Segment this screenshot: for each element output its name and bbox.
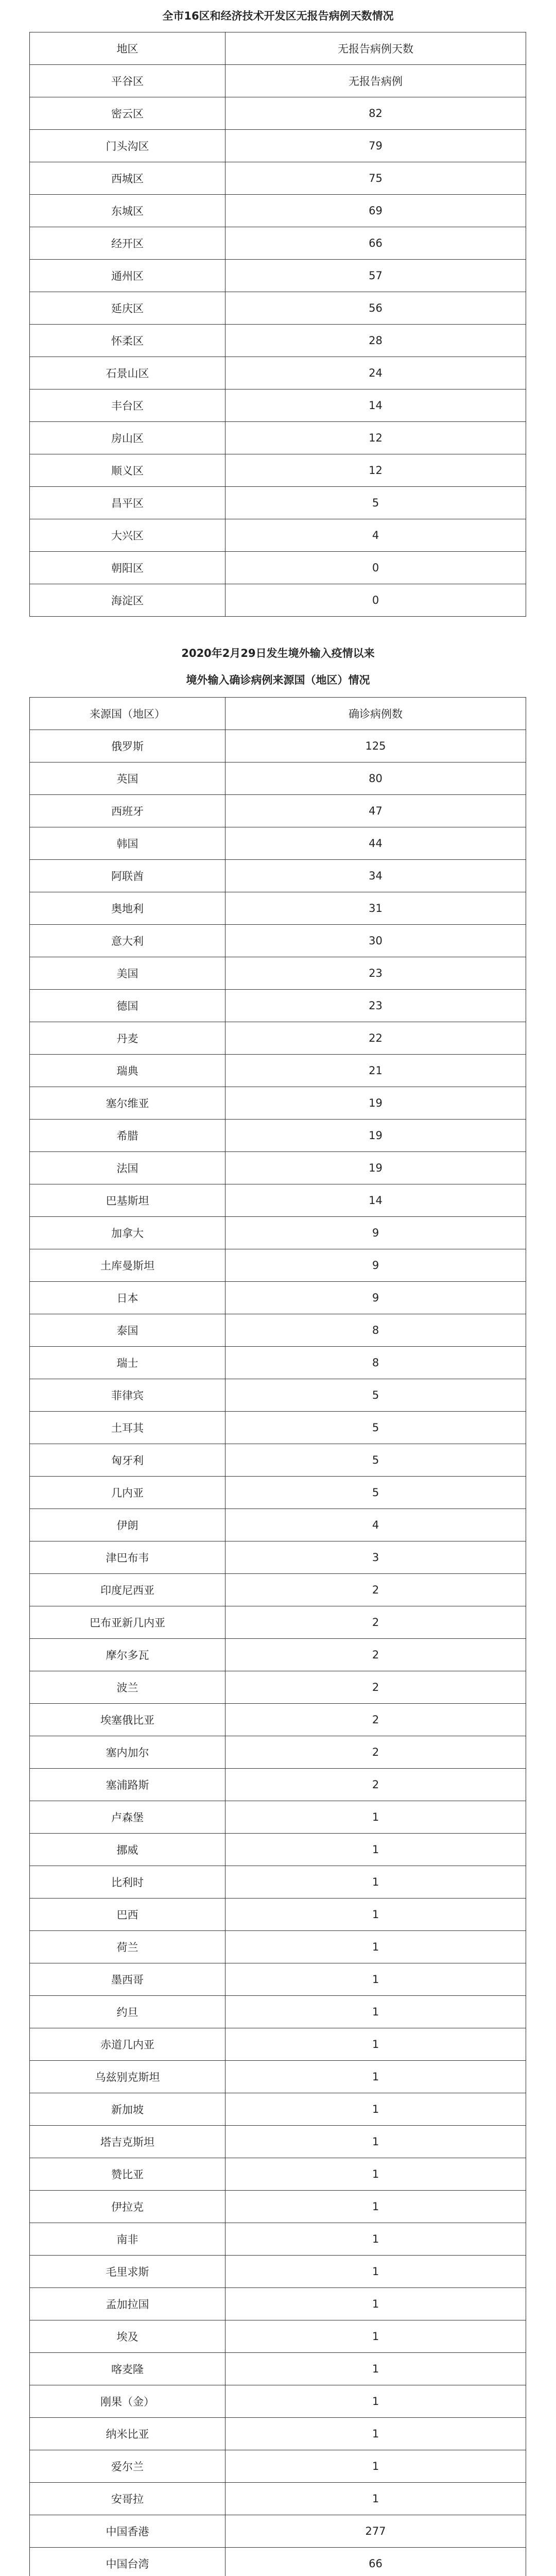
table-row — [30, 487, 526, 519]
confirmed-cases-cell: 1 — [225, 1931, 526, 1963]
district-cell: 东城区 — [30, 195, 225, 227]
no-case-days-cell: 无报告病例 — [225, 65, 526, 97]
source-country-cell: 波兰 — [30, 1671, 225, 1704]
table-row — [30, 2256, 526, 2288]
confirmed-cases-cell: 8 — [225, 1347, 526, 1379]
table-row — [30, 1899, 526, 1931]
confirmed-cases-cell: 2 — [225, 1606, 526, 1639]
table-row — [30, 1801, 526, 1834]
confirmed-cases-cell: 2 — [225, 1736, 526, 1769]
table-row — [30, 1314, 526, 1347]
column-header-district: 地区 — [30, 32, 225, 65]
source-country-cell: 菲律宾 — [30, 1379, 225, 1412]
table-row — [30, 1379, 526, 1412]
table-header-row — [30, 698, 526, 730]
district-cell: 怀柔区 — [30, 325, 225, 357]
source-country-cell: 津巴布韦 — [30, 1541, 225, 1574]
source-country-cell: 伊朗 — [30, 1509, 225, 1541]
table-row — [30, 584, 526, 617]
no-case-days-cell: 57 — [225, 260, 526, 292]
table-row — [30, 422, 526, 454]
confirmed-cases-cell: 1 — [225, 2093, 526, 2126]
table-row — [30, 2126, 526, 2158]
table-row — [30, 1996, 526, 2028]
source-country-cell: 纳米比亚 — [30, 2418, 225, 2450]
table-row — [30, 2093, 526, 2126]
no-case-days-cell: 69 — [225, 195, 526, 227]
no-case-days-cell: 12 — [225, 454, 526, 487]
table-row — [30, 1249, 526, 1282]
source-country-cell: 丹麦 — [30, 1022, 225, 1055]
source-country-cell: 日本 — [30, 1282, 225, 1314]
source-country-cell: 巴布亚新几内亚 — [30, 1606, 225, 1639]
table-row — [30, 2548, 526, 2576]
source-country-cell: 挪威 — [30, 1834, 225, 1866]
source-country-cell: 乌兹别克斯坦 — [30, 2061, 225, 2093]
confirmed-cases-cell: 1 — [225, 2126, 526, 2158]
table-row — [30, 1477, 526, 1509]
source-country-cell: 瑞典 — [30, 1055, 225, 1087]
table-row — [30, 795, 526, 827]
table-row — [30, 990, 526, 1022]
confirmed-cases-cell: 2 — [225, 1671, 526, 1704]
confirmed-cases-cell: 31 — [225, 892, 526, 925]
no-case-days-cell: 4 — [225, 519, 526, 552]
confirmed-cases-cell: 21 — [225, 1055, 526, 1087]
confirmed-cases-cell: 1 — [225, 1866, 526, 1899]
district-cell: 朝阳区 — [30, 552, 225, 584]
table-row — [30, 2320, 526, 2353]
table-row — [30, 1087, 526, 1120]
table-row — [30, 2191, 526, 2223]
confirmed-cases-cell: 80 — [225, 762, 526, 795]
source-country-cell: 新加坡 — [30, 2093, 225, 2126]
table-row — [30, 1704, 526, 1736]
table-row — [30, 860, 526, 892]
table-row — [30, 2483, 526, 2515]
source-country-cell: 卢森堡 — [30, 1801, 225, 1834]
source-country-cell: 西班牙 — [30, 795, 225, 827]
confirmed-cases-cell: 23 — [225, 957, 526, 990]
table-row — [30, 957, 526, 990]
table-row — [30, 130, 526, 162]
confirmed-cases-cell: 277 — [225, 2515, 526, 2548]
table1-title: 全市16区和经济技术开发区无报告病例天数情况 — [162, 10, 394, 22]
table-row — [30, 1509, 526, 1541]
table-row — [30, 292, 526, 325]
table-row — [30, 2418, 526, 2450]
table-row — [30, 1834, 526, 1866]
table-row — [30, 1769, 526, 1801]
source-country-cell: 爱尔兰 — [30, 2450, 225, 2483]
source-country-cell: 中国台湾 — [30, 2548, 225, 2576]
table-row — [30, 1055, 526, 1087]
no-case-days-cell: 24 — [225, 357, 526, 389]
district-cell: 房山区 — [30, 422, 225, 454]
confirmed-cases-cell: 22 — [225, 1022, 526, 1055]
confirmed-cases-cell: 5 — [225, 1477, 526, 1509]
table-row — [30, 357, 526, 389]
table-row — [30, 552, 526, 584]
confirmed-cases-cell: 2 — [225, 1574, 526, 1606]
source-country-cell: 塞内加尔 — [30, 1736, 225, 1769]
confirmed-cases-cell: 4 — [225, 1509, 526, 1541]
source-country-cell: 南非 — [30, 2223, 225, 2256]
table-row — [30, 65, 526, 97]
source-country-cell: 荷兰 — [30, 1931, 225, 1963]
source-country-cell: 几内亚 — [30, 1477, 225, 1509]
table-row — [30, 1736, 526, 1769]
source-country-cell: 英国 — [30, 762, 225, 795]
confirmed-cases-cell: 1 — [225, 2450, 526, 2483]
table-row — [30, 2515, 526, 2548]
source-country-cell: 塞尔维亚 — [30, 1087, 225, 1120]
source-country-cell: 赤道几内亚 — [30, 2028, 225, 2061]
confirmed-cases-cell: 14 — [225, 1184, 526, 1217]
source-country-cell: 伊拉克 — [30, 2191, 225, 2223]
table-row — [30, 2288, 526, 2320]
table-row — [30, 1541, 526, 1574]
confirmed-cases-cell: 19 — [225, 1152, 526, 1184]
district-cell: 西城区 — [30, 162, 225, 195]
table-row — [30, 195, 526, 227]
confirmed-cases-cell: 125 — [225, 730, 526, 762]
confirmed-cases-cell: 8 — [225, 1314, 526, 1347]
confirmed-cases-cell: 1 — [225, 1801, 526, 1834]
source-country-cell: 匈牙利 — [30, 1444, 225, 1477]
source-country-cell: 法国 — [30, 1152, 225, 1184]
source-country-cell: 中国香港 — [30, 2515, 225, 2548]
confirmed-cases-cell: 2 — [225, 1639, 526, 1671]
no-case-days-cell: 0 — [225, 584, 526, 617]
confirmed-cases-cell: 1 — [225, 1963, 526, 1996]
no-case-days-cell: 14 — [225, 389, 526, 422]
source-country-cell: 安哥拉 — [30, 2483, 225, 2515]
no-case-days-cell: 0 — [225, 552, 526, 584]
no-case-days-cell: 66 — [225, 227, 526, 260]
confirmed-cases-cell: 1 — [225, 2256, 526, 2288]
source-country-cell: 瑞士 — [30, 1347, 225, 1379]
confirmed-cases-cell: 1 — [225, 2191, 526, 2223]
confirmed-cases-cell: 1 — [225, 2028, 526, 2061]
table-row — [30, 1606, 526, 1639]
table-row — [30, 389, 526, 422]
district-cell: 通州区 — [30, 260, 225, 292]
confirmed-cases-cell: 23 — [225, 990, 526, 1022]
confirmed-cases-cell: 47 — [225, 795, 526, 827]
table-row — [30, 925, 526, 957]
district-cell: 昌平区 — [30, 487, 225, 519]
confirmed-cases-cell: 30 — [225, 925, 526, 957]
confirmed-cases-cell: 1 — [225, 2483, 526, 2515]
source-country-cell: 阿联酋 — [30, 860, 225, 892]
table-row — [30, 1931, 526, 1963]
table2-title-line2: 境外输入确诊病例来源国（地区）情况 — [186, 674, 370, 686]
table-row — [30, 2223, 526, 2256]
table-row — [30, 260, 526, 292]
source-country-cell: 喀麦隆 — [30, 2353, 225, 2385]
source-country-cell: 塔吉克斯坦 — [30, 2126, 225, 2158]
source-country-cell: 土库曼斯坦 — [30, 1249, 225, 1282]
table-row — [30, 1574, 526, 1606]
confirmed-cases-cell: 1 — [225, 2418, 526, 2450]
district-cell: 密云区 — [30, 97, 225, 130]
confirmed-cases-cell: 5 — [225, 1379, 526, 1412]
confirmed-cases-cell: 1 — [225, 2385, 526, 2418]
district-no-case-days-table — [29, 32, 526, 617]
table-row — [30, 2061, 526, 2093]
table1-body — [30, 32, 526, 617]
confirmed-cases-cell: 44 — [225, 827, 526, 860]
table-row — [30, 227, 526, 260]
table-row — [30, 1639, 526, 1671]
table-row — [30, 1963, 526, 1996]
table2-body — [30, 698, 526, 2576]
source-country-cell: 摩尔多瓦 — [30, 1639, 225, 1671]
district-cell: 经开区 — [30, 227, 225, 260]
confirmed-cases-cell: 2 — [225, 1769, 526, 1801]
no-case-days-cell: 75 — [225, 162, 526, 195]
column-header-source-country: 来源国（地区） — [30, 698, 225, 730]
source-country-cell: 塞浦路斯 — [30, 1769, 225, 1801]
table-row — [30, 1152, 526, 1184]
no-case-days-cell: 12 — [225, 422, 526, 454]
table-row — [30, 1217, 526, 1249]
table-row — [30, 730, 526, 762]
confirmed-cases-cell: 66 — [225, 2548, 526, 2576]
source-country-cell: 希腊 — [30, 1120, 225, 1152]
source-country-cell: 刚果（金） — [30, 2385, 225, 2418]
no-case-days-cell: 79 — [225, 130, 526, 162]
confirmed-cases-cell: 5 — [225, 1412, 526, 1444]
source-country-cell: 墨西哥 — [30, 1963, 225, 1996]
confirmed-cases-cell: 9 — [225, 1249, 526, 1282]
confirmed-cases-cell: 3 — [225, 1541, 526, 1574]
table-row — [30, 1866, 526, 1899]
district-cell: 顺义区 — [30, 454, 225, 487]
confirmed-cases-cell: 9 — [225, 1282, 526, 1314]
table-row — [30, 1347, 526, 1379]
table-row — [30, 1671, 526, 1704]
table-row — [30, 2158, 526, 2191]
confirmed-cases-cell: 1 — [225, 2061, 526, 2093]
source-country-cell: 意大利 — [30, 925, 225, 957]
imported-cases-source-table — [29, 697, 526, 2576]
source-country-cell: 奥地利 — [30, 892, 225, 925]
no-case-days-cell: 28 — [225, 325, 526, 357]
source-country-cell: 埃及 — [30, 2320, 225, 2353]
confirmed-cases-cell: 19 — [225, 1120, 526, 1152]
table-row — [30, 892, 526, 925]
district-cell: 门头沟区 — [30, 130, 225, 162]
source-country-cell: 毛里求斯 — [30, 2256, 225, 2288]
table-row — [30, 1022, 526, 1055]
confirmed-cases-cell: 9 — [225, 1217, 526, 1249]
table-row — [30, 519, 526, 552]
table-row — [30, 1444, 526, 1477]
table-row — [30, 2353, 526, 2385]
confirmed-cases-cell: 1 — [225, 2288, 526, 2320]
table-row — [30, 1184, 526, 1217]
source-country-cell: 美国 — [30, 957, 225, 990]
confirmed-cases-cell: 1 — [225, 1996, 526, 2028]
district-cell: 延庆区 — [30, 292, 225, 325]
confirmed-cases-cell: 1 — [225, 2320, 526, 2353]
source-country-cell: 德国 — [30, 990, 225, 1022]
table-row — [30, 1120, 526, 1152]
no-case-days-cell: 82 — [225, 97, 526, 130]
source-country-cell: 赞比亚 — [30, 2158, 225, 2191]
confirmed-cases-cell: 34 — [225, 860, 526, 892]
table-row — [30, 2450, 526, 2483]
confirmed-cases-cell: 1 — [225, 2223, 526, 2256]
confirmed-cases-cell: 2 — [225, 1704, 526, 1736]
district-cell: 海淀区 — [30, 584, 225, 617]
column-header-confirmed-cases: 确诊病例数 — [225, 698, 526, 730]
district-cell: 丰台区 — [30, 389, 225, 422]
district-cell: 大兴区 — [30, 519, 225, 552]
table-row — [30, 2385, 526, 2418]
source-country-cell: 巴基斯坦 — [30, 1184, 225, 1217]
source-country-cell: 韩国 — [30, 827, 225, 860]
column-header-no-case-days: 无报告病例天数 — [225, 32, 526, 65]
no-case-days-cell: 56 — [225, 292, 526, 325]
confirmed-cases-cell: 19 — [225, 1087, 526, 1120]
table-row — [30, 1412, 526, 1444]
table2-title-line1: 2020年2月29日发生境外输入疫情以来 — [181, 647, 375, 659]
table-row — [30, 97, 526, 130]
source-country-cell: 印度尼西亚 — [30, 1574, 225, 1606]
source-country-cell: 比利时 — [30, 1866, 225, 1899]
district-cell: 平谷区 — [30, 65, 225, 97]
source-country-cell: 埃塞俄比亚 — [30, 1704, 225, 1736]
confirmed-cases-cell: 1 — [225, 2158, 526, 2191]
source-country-cell: 土耳其 — [30, 1412, 225, 1444]
table-row — [30, 827, 526, 860]
source-country-cell: 俄罗斯 — [30, 730, 225, 762]
table-header-row — [30, 32, 526, 65]
table-row — [30, 762, 526, 795]
source-country-cell: 泰国 — [30, 1314, 225, 1347]
table-row — [30, 162, 526, 195]
source-country-cell: 加拿大 — [30, 1217, 225, 1249]
no-case-days-cell: 5 — [225, 487, 526, 519]
table-row — [30, 2028, 526, 2061]
confirmed-cases-cell: 1 — [225, 1834, 526, 1866]
source-country-cell: 巴西 — [30, 1899, 225, 1931]
confirmed-cases-cell: 1 — [225, 1899, 526, 1931]
confirmed-cases-cell: 1 — [225, 2353, 526, 2385]
district-cell: 石景山区 — [30, 357, 225, 389]
table-row — [30, 454, 526, 487]
source-country-cell: 约旦 — [30, 1996, 225, 2028]
table-row — [30, 325, 526, 357]
source-country-cell: 孟加拉国 — [30, 2288, 225, 2320]
confirmed-cases-cell: 5 — [225, 1444, 526, 1477]
table-row — [30, 1282, 526, 1314]
